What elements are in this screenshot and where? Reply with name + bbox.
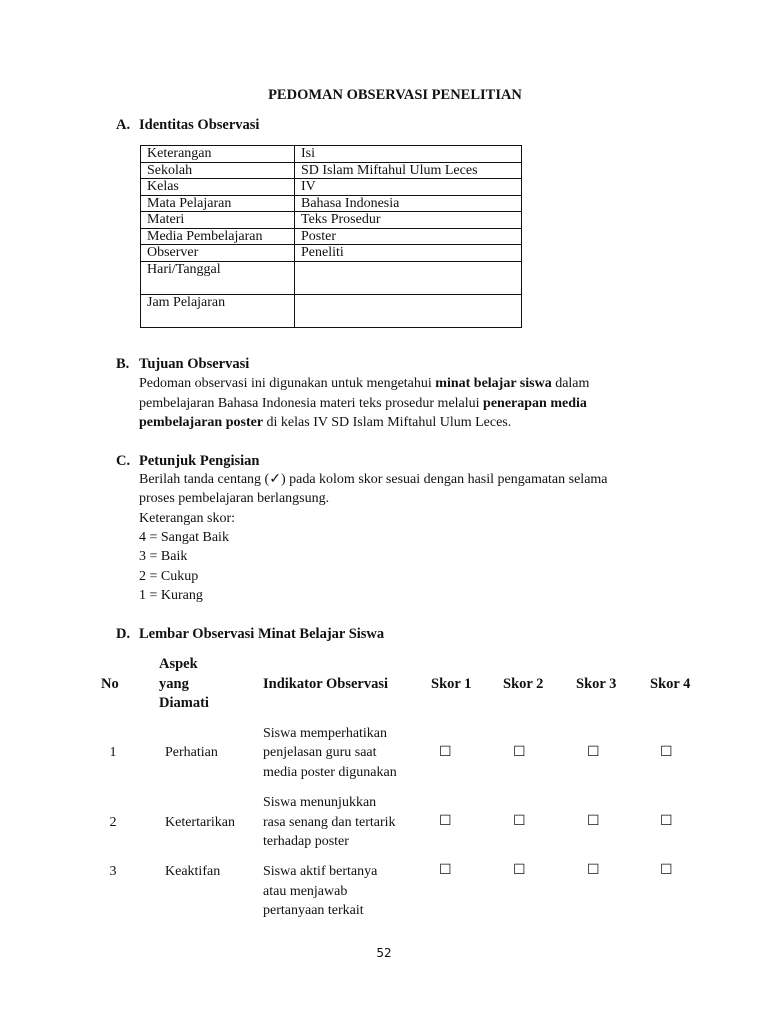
identity-label: Sekolah [141, 162, 295, 179]
score-1-checkbox[interactable]: ☐ [439, 744, 452, 760]
instruction-line: Berilah tanda centang (✓) pada kolom skor sesuai dengan hasil pengamatan selama [139, 472, 608, 487]
identity-value: Isi [295, 146, 522, 163]
row-indikator: Siswa aktif bertanya [263, 864, 378, 879]
identity-row [141, 195, 522, 212]
page-title: PEDOMAN OBSERVASI PENELITIAN [268, 87, 522, 103]
row-indikator: Siswa memperhatikan [263, 726, 388, 741]
paragraph-text: Pedoman observasi ini digunakan untuk mengetahui [139, 376, 436, 391]
score-legend-label: Keterangan skor: [139, 511, 236, 526]
col-header-aspek: Aspek [159, 656, 198, 672]
instruction-line: proses pembelajaran berlangsung. [139, 491, 330, 506]
identity-table [140, 145, 522, 328]
score-1-checkbox[interactable]: ☐ [439, 813, 452, 829]
identity-value: Teks Prosedur [295, 212, 522, 229]
col-header-no: No [101, 676, 119, 692]
row-no: 3 [109, 864, 117, 879]
score-3-checkbox[interactable]: ☐ [587, 744, 600, 760]
identity-value [295, 261, 522, 294]
paragraph-text: dalam pembelajaran Bahasa Indonesia materi teks prosedur melalui [139, 376, 590, 411]
col-header-skor3: Skor 3 [576, 676, 617, 692]
identity-row [141, 162, 522, 179]
identity-value: Peneliti [295, 245, 522, 262]
section-b-paragraph [139, 374, 659, 433]
section-b-letter: B. [116, 356, 130, 372]
paragraph-bold: penerapan media pembelajaran poster [139, 395, 587, 430]
score-2-checkbox[interactable]: ☐ [513, 813, 526, 829]
page-number: 52 [376, 946, 392, 960]
row-indikator: media poster digunakan [263, 765, 397, 780]
score-4-checkbox[interactable]: ☐ [660, 744, 673, 760]
row-indikator: penjelasan guru saat [263, 745, 377, 760]
score-legend-item: 3 = Baik [139, 549, 188, 564]
identity-row [141, 146, 522, 163]
identity-row [141, 294, 522, 327]
identity-row [141, 212, 522, 229]
identity-label: Kelas [141, 179, 295, 196]
row-aspek: Perhatian [165, 745, 218, 760]
identity-label: Materi [141, 212, 295, 229]
score-3-checkbox[interactable]: ☐ [587, 862, 600, 878]
score-legend-item: 1 = Kurang [139, 588, 203, 603]
col-header-aspek: Diamati [159, 695, 209, 711]
score-legend-item: 2 = Cukup [139, 569, 199, 584]
score-2-checkbox[interactable]: ☐ [513, 744, 526, 760]
score-4-checkbox[interactable]: ☐ [660, 862, 673, 878]
row-no: 2 [109, 815, 117, 830]
paragraph-text: di kelas IV SD Islam Miftahul Ulum Leces. [263, 415, 512, 430]
identity-label: Observer [141, 245, 295, 262]
identity-value: IV [295, 179, 522, 196]
paragraph-bold: minat belajar siswa [435, 376, 552, 391]
score-2-checkbox[interactable]: ☐ [513, 862, 526, 878]
identity-row [141, 228, 522, 245]
section-b-heading: Tujuan Observasi [139, 356, 250, 372]
row-no: 1 [109, 745, 117, 760]
row-indikator: pertanyaan terkait [263, 903, 364, 918]
section-c-heading: Petunjuk Pengisian [139, 453, 260, 469]
section-d-letter: D. [116, 626, 131, 642]
row-aspek: Keaktifan [165, 864, 221, 879]
score-3-checkbox[interactable]: ☐ [587, 813, 600, 829]
score-1-checkbox[interactable]: ☐ [439, 862, 452, 878]
identity-row [141, 245, 522, 262]
identity-label: Media Pembelajaran [141, 228, 295, 245]
section-a-heading: Identitas Observasi [139, 117, 260, 133]
identity-row [141, 179, 522, 196]
row-indikator: terhadap poster [263, 834, 349, 849]
section-c-letter: C. [116, 453, 131, 469]
identity-value: Poster [295, 228, 522, 245]
identity-label: Mata Pelajaran [141, 195, 295, 212]
col-header-indikator: Indikator Observasi [263, 676, 389, 692]
row-indikator: Siswa menunjukkan [263, 795, 377, 810]
score-legend-item: 4 = Sangat Baik [139, 530, 229, 545]
identity-label: Keterangan [141, 146, 295, 163]
col-header-aspek: yang [159, 676, 189, 692]
row-indikator: atau menjawab [263, 884, 348, 899]
section-a-letter: A. [116, 117, 131, 133]
identity-value: Bahasa Indonesia [295, 195, 522, 212]
col-header-skor4: Skor 4 [650, 676, 691, 692]
row-indikator: rasa senang dan tertarik [263, 815, 396, 830]
score-4-checkbox[interactable]: ☐ [660, 813, 673, 829]
row-aspek: Ketertarikan [165, 815, 235, 830]
identity-value [295, 294, 522, 327]
identity-row [141, 261, 522, 294]
identity-label: Jam Pelajaran [141, 294, 295, 327]
identity-label: Hari/Tanggal [141, 261, 295, 294]
col-header-skor1: Skor 1 [431, 676, 472, 692]
identity-value: SD Islam Miftahul Ulum Leces [295, 162, 522, 179]
section-d-heading: Lembar Observasi Minat Belajar Siswa [139, 626, 385, 642]
col-header-skor2: Skor 2 [503, 676, 544, 692]
